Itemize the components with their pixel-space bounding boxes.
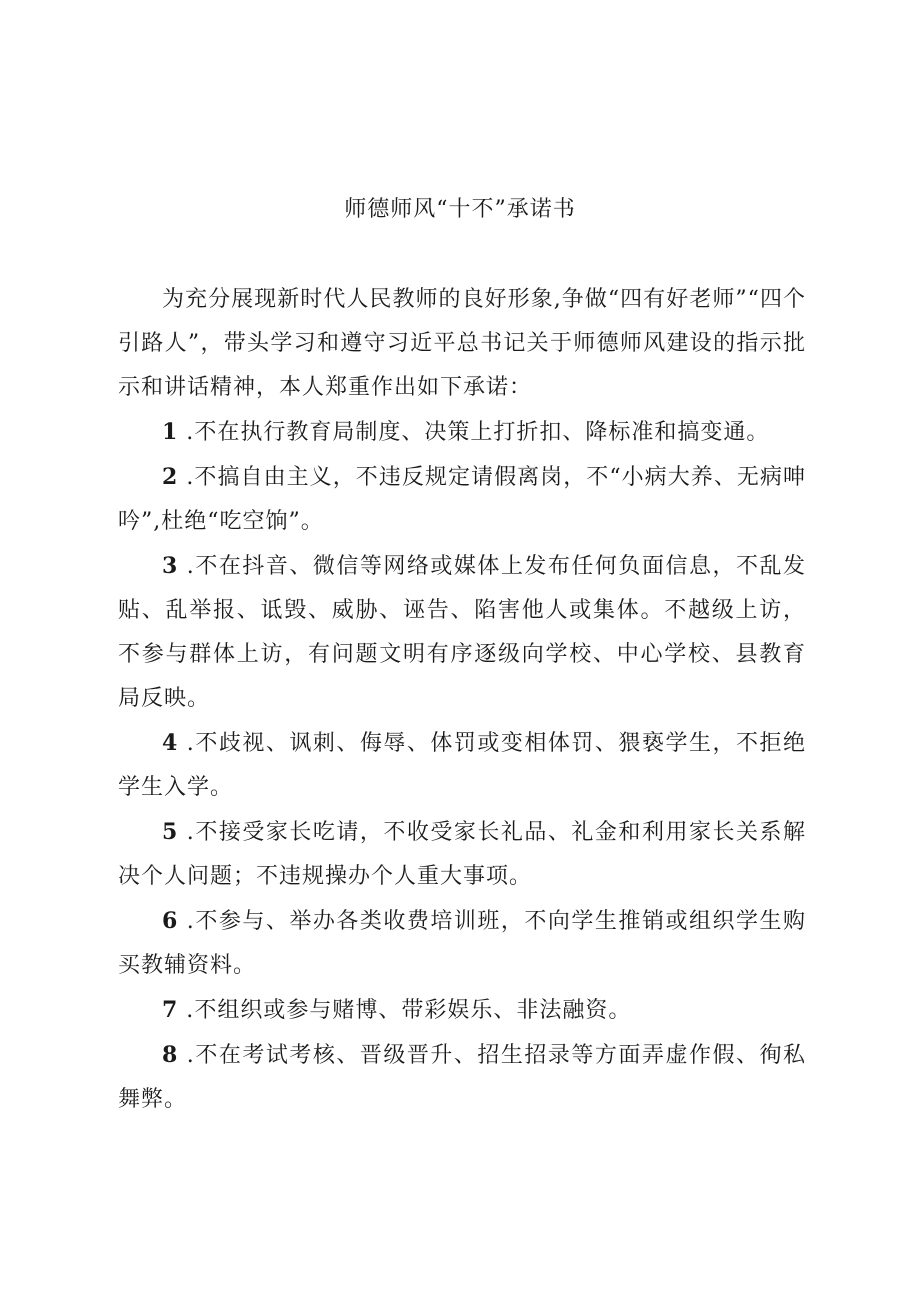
commitment-item-7: 7 .不组织或参与赌博、带彩娱乐、非法融资。 <box>162 997 632 1023</box>
item-text: 不在执行教育局制度、决策上打折扣、降标准和搞变通。 <box>194 420 770 445</box>
item-text: 不搞自由主义，不违反规定请假离岗，不“小病大养、无病呻吟”,杜绝“吃空饷”。 <box>118 465 806 534</box>
document-title: 师德师风“十不”承诺书 <box>344 197 576 222</box>
item-text: 不参与、举办各类收费培训班，不向学生推销或组织学生购买教辅资料。 <box>118 909 806 978</box>
item-number: 8 <box>162 1042 179 1068</box>
commitment-item-6: 6 .不参与、举办各类收费培训班，不向学生推销或组织学生购买教辅资料。 <box>118 908 806 978</box>
item-number: 1 <box>162 419 179 445</box>
commitment-item-8: 8 .不在考试考核、晋级晋升、招生招录等方面弄虚作假、徇私舞弊。 <box>118 1042 806 1112</box>
item-number: 2 <box>162 464 179 490</box>
commitment-item-3: 3 .不在抖音、微信等网络或媒体上发布任何负面信息，不乱发贴、乱举报、诋毁、威胁、诬告、陷害他人或集体。不越级上访，不参与群体上访，有问题文明有序逐级向学校、中心学校、县教育局反映。 <box>118 553 806 711</box>
item-number: 6 <box>162 908 179 934</box>
item-text: 不在考试考核、晋级晋升、招生招录等方面弄虚作假、徇私舞弊。 <box>118 1043 806 1112</box>
commitment-item-5: 5 .不接受家长吃请，不收受家长礼品、礼金和利用家长关系解决个人问题；不违规操办个人重大事项。 <box>118 819 806 889</box>
intro-paragraph: 为充分展现新时代人民教师的良好形象,争做“四有好老师”“四个引路人”，带头学习和遵守习近平总书记关于师德师风建设的指示批示和讲话精神，本人郑重作出如下承诺： <box>118 287 806 400</box>
commitment-item-2: 2 .不搞自由主义，不违反规定请假离岗，不“小病大养、无病呻吟”,杜绝“吃空饷”。 <box>118 464 806 534</box>
commitment-item-1: 1 .不在执行教育局制度、决策上打折扣、降标准和搞变通。 <box>162 419 770 445</box>
item-text: 不接受家长吃请，不收受家长礼品、礼金和利用家长关系解决个人问题；不违规操办个人重大事项。 <box>118 820 806 889</box>
document-body <box>118 278 806 1122</box>
item-text: 不在抖音、微信等网络或媒体上发布任何负面信息，不乱发贴、乱举报、诋毁、威胁、诬告、陷害他人或集体。不越级上访，不参与群体上访，有问题文明有序逐级向学校、中心学校、县教育局反映。 <box>118 554 806 711</box>
item-number: 7 <box>162 997 179 1023</box>
commitment-item-4: 4 .不歧视、讽刺、侮辱、体罚或变相体罚、猥亵学生，不拒绝学生入学。 <box>118 730 806 800</box>
item-number: 5 <box>162 819 179 845</box>
item-number: 4 <box>162 730 179 756</box>
item-text: 不歧视、讽刺、侮辱、体罚或变相体罚、猥亵学生，不拒绝学生入学。 <box>118 731 806 800</box>
item-text: 不组织或参与赌博、带彩娱乐、非法融资。 <box>194 998 632 1023</box>
item-number: 3 <box>162 553 179 579</box>
